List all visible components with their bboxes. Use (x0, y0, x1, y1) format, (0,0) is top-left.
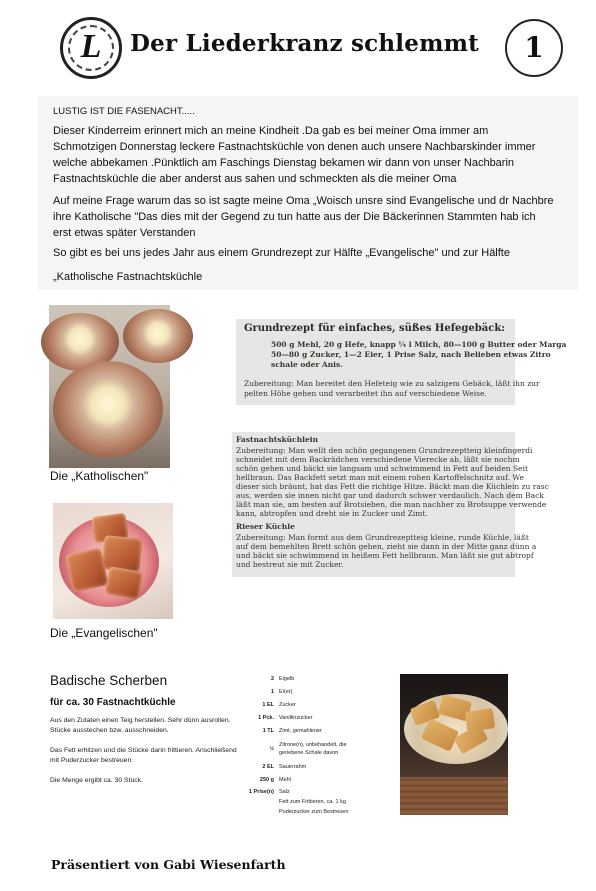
intro-line: erst etwas später Verstanden (53, 227, 196, 239)
scan-line: schön gehen und bäckt sie langsam und schwimmend in Fett auf beiden Seit (236, 464, 529, 473)
scan-line: aus, werden sie innen nicht gar und dadurch schwer verdaulich. Nach dem Back (236, 491, 544, 500)
recipe-scan-basic-dough (236, 319, 567, 405)
club-logo (60, 17, 122, 79)
scan-heading: Fastnachtsküchlein (236, 435, 319, 444)
scan-line: hellbraun. Das Backfett setzt man mit einem rohen Kartoffelschnitz auf. We (236, 473, 524, 482)
ingredient-qty: 2 (270, 676, 274, 682)
ingredient-qty: 1 Pck. (258, 715, 274, 721)
ingredient-name: Salz (279, 789, 290, 795)
evangelical-fastnacht-photo (53, 503, 173, 619)
ingredient-row (245, 726, 370, 737)
ingredient-name: Zimt, gemahlener (279, 728, 322, 734)
donut-shape (123, 309, 193, 363)
scan-line: läßt man sie, am besten auf Brotsieben, die man nachher zu Brotsuppe verwende (236, 500, 547, 509)
ingredient-name: Eigelb (279, 676, 295, 682)
catholic-caption: Die „Katholischen" (50, 469, 149, 483)
scan-line: kann, abtropfen und dreht sie in Zucker und Zimt. (236, 509, 428, 518)
ingredient-row (245, 700, 370, 711)
scan-heading: Rieser Küchle (236, 522, 295, 531)
ingredient-name: Fett zum Frittieren, ca. 1 kg (279, 799, 346, 805)
page-title: Der Liederkranz schlemmt (130, 30, 479, 57)
intro-line: So gibt es bei uns jedes Jahr aus einem Grundrezept zur Hälfte „Evangelische" und zur Hälfte (53, 247, 510, 259)
ingredient-qty: 250 g (259, 777, 274, 783)
ingredient-name: Ei(er) (279, 689, 293, 695)
intro-text-block (38, 96, 578, 290)
recipe-step: Die Menge ergibt ca. 30 Stück. (50, 777, 143, 784)
scan-line: schneidet mit dem Backrädchen verschiedene Vierecke ab, läßt sie nochm (236, 455, 520, 464)
scan-line: 500 g Mehl, 20 g Hefe, knapp ¼ l Milch, 80—100 g Butter oder Marga (271, 340, 567, 349)
recipe-step: mit Puderzucker bestreuen. (50, 757, 134, 764)
page-number: 1 (505, 19, 563, 77)
ingredient-qty: ½ (269, 746, 274, 752)
ingredient-list (245, 674, 370, 818)
evangelical-caption: Die „Evangelischen" (50, 626, 158, 640)
ingredient-row (245, 713, 370, 724)
scan-line: pelten Höhe gehen und verarbeitet ihn auf verschiedene Weise. (244, 389, 487, 398)
logo-letter: L (80, 28, 102, 65)
ingredient-row (245, 807, 370, 818)
pastry-shape (105, 566, 143, 599)
intro-line: Fastnachtsküchle die aber anderst aus sahen und schmeckten als die meiner Oma (53, 173, 457, 185)
ingredient-qty: 1 TL (262, 728, 274, 734)
ingredient-name: geriebene Schale davon (279, 750, 339, 756)
footer-credit: Präsentiert von Gabi Wiesenfarth (51, 857, 286, 872)
ingredient-qty: 1 Prise(n) (248, 789, 274, 795)
ingredient-qty: 1 (270, 689, 274, 695)
wood-table (400, 777, 508, 815)
intro-line: welche abbekamen .Pünktlich am Faschings Dienstag bekamen wir dann von unser Nachbarin (53, 157, 515, 169)
intro-line: Schmotzigen Donnerstag leckere Fastnachtsküchle von denen auch unsere Nachbarskinder immer (53, 141, 536, 153)
badische-scherben-subtitle: für ca. 30 Fastnachtküchle (50, 697, 176, 708)
scan-line: Zubereitung: Man formt aus dem Grundrezeptteig kleine, runde Küchle, läßt (236, 533, 529, 542)
ingredient-name: Vanillinzucker (279, 715, 313, 721)
recipe-scan-fastnachtskuechlein (232, 432, 549, 577)
intro-line: Auf meine Frage warum das so ist sagte meine Oma „Woisch unsre sind Evangelische und dr Nachbre (53, 195, 554, 207)
intro-line: LUSTIG IST DIE FASENACHT..... (53, 106, 195, 117)
ingredient-row (245, 687, 370, 698)
pastry-shape (65, 548, 108, 593)
ingredient-row (245, 762, 370, 773)
intro-line: Dieser Kinderreim erinnert mich an meine Kindheit .Da gab es bei meiner Oma immer am (53, 125, 489, 137)
recipe-step: Das Fett erhitzen und die Stücke darin frittieren. Anschließend (50, 747, 237, 754)
intro-line: „Katholische Fastnachtsküchle (53, 271, 203, 283)
catholic-fastnacht-photo (49, 305, 170, 468)
ingredient-qty: 1 EL (262, 702, 274, 708)
ingredient-name: Zitrone(n), unbehandelt, die (279, 742, 347, 748)
ingredient-name: Puderzucker zum Bestreuen (279, 809, 349, 815)
scan-line: und bestreut sie mit Zucker. (236, 560, 344, 569)
ingredient-name: Zucker (279, 702, 296, 708)
scan-line: schale oder Anis. (271, 360, 343, 369)
scan-line: 50—80 g Zucker, 1—2 Eier, 1 Prise Salz, nach Belieben etwas Zitro (271, 350, 551, 359)
scan-title: Grundrezept für einfaches, süßes Hefegebäck: (244, 323, 505, 334)
intro-line: ihre Katholische "Das dies mit der Gegend zu tun hatte aus der Die Bäckerinnen Stammten hab ich (53, 211, 536, 223)
scan-line: Zubereitung: Man wellt den schön gegangenen Grundrezeptteig kleinfingerdi (236, 446, 533, 455)
ingredient-row (245, 748, 370, 759)
ingredient-name: Sauerrahm (279, 764, 307, 770)
recipe-step: Stücke ausstechen bzw. ausschneiden. (50, 727, 169, 734)
scan-line: Zubereitung: Man bereitet den Hefeteig wie zu salzigem Gebäck, läßt ihn zur (244, 379, 540, 388)
pastry-shape (101, 535, 142, 573)
scan-line: dieser sich bräunt, hat das Fett die richtige Hitze. Bäckt man die Küchlein zu rasc (236, 482, 549, 491)
ingredient-row (245, 775, 370, 786)
donut-shape (53, 361, 163, 457)
recipe-step: Aus den Zutaten einen Teig herstellen. Sehr dünn ausrollen. (50, 717, 231, 724)
badische-scherben-photo (400, 674, 508, 815)
badische-scherben-title: Badische Scherben (50, 673, 168, 688)
ingredient-qty: 2 EL (262, 764, 274, 770)
ingredient-row (245, 674, 370, 685)
ingredient-name: Mehl (279, 777, 291, 783)
scan-line: auf dem bemehlten Brett schön gehen, zieht sie dann in der Mitte ganz dünn a (236, 542, 537, 551)
scan-line: und bäckt sie schwimmend in heißem Fett hellbraun. Man läßt sie gut abtropf (236, 551, 534, 560)
